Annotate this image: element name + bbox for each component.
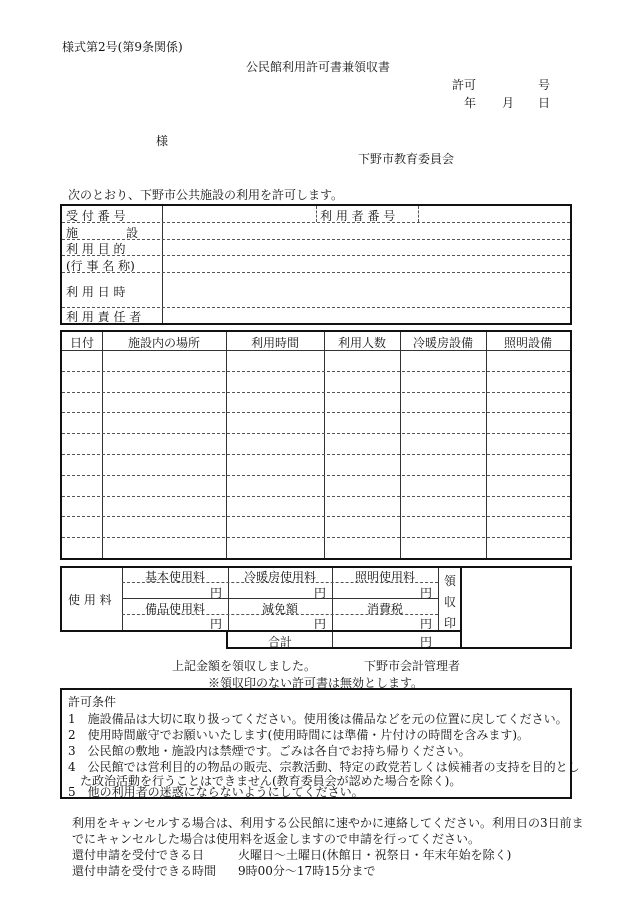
- equipment-fee-label: 備品使用料: [144, 602, 205, 616]
- condition-4-cont: た政治活動を行うことはできません(教育委員会が認めた場合を除く)。: [68, 774, 462, 788]
- col-lighting: 照明設備: [503, 336, 552, 350]
- condition-4: 4 公民館では営利目的の物品の販売、宗教活動、特定の政党若しくは候補者の支持を目的とし: [68, 760, 580, 774]
- intro-text: 次のとおり、下野市公共施設の利用を許可します。: [68, 188, 344, 202]
- total-row: [226, 630, 462, 649]
- yen-5: 円: [313, 617, 326, 631]
- yen-6: 円: [419, 617, 432, 631]
- refund-days-label: 還付申請を受付できる日: [72, 848, 205, 862]
- year-label: 年: [464, 96, 477, 110]
- schedule-row-divider: [62, 433, 570, 434]
- refund-time-label: 還付申請を受付できる時間: [72, 864, 217, 878]
- aircon-fee-label: 冷暖房使用料: [243, 570, 316, 584]
- schedule-row-divider: [62, 412, 570, 413]
- month-label: 月: [502, 96, 515, 110]
- schedule-row-divider: [62, 537, 570, 538]
- schedule-row-divider: [62, 392, 570, 393]
- fee-table: [60, 566, 462, 632]
- permit-label: 許可: [452, 78, 477, 92]
- condition-5: 5 他の利用者の迷惑にならないようにしてください。: [68, 785, 364, 799]
- col-people: 利用人数: [337, 336, 386, 350]
- reduction-label: 減免額: [261, 602, 298, 616]
- condition-2: 2 使用時間厳守でお願いいたします(使用時間には準備・片付けの時間を含みます)。: [68, 728, 530, 742]
- stamp-char-1: 領: [444, 574, 457, 588]
- reception-no-label: 受 付 番 号: [66, 209, 126, 223]
- yen-4: 円: [209, 617, 222, 631]
- schedule-table: [60, 330, 572, 560]
- col-aircon: 冷暖房設備: [412, 336, 473, 350]
- cancel-line-2: でにキャンセルした場合は使用料を返金しますので申請を行ってください。: [72, 832, 481, 846]
- schedule-row-divider: [62, 516, 570, 517]
- user-no-label: 利 用 者 番 号: [320, 209, 396, 223]
- yen-2: 円: [313, 586, 326, 600]
- refund-time-value: 9時00分～17時15分まで: [238, 864, 376, 878]
- yen-1: 円: [209, 586, 222, 600]
- lighting-fee-label: 照明使用料: [354, 570, 415, 584]
- purpose-label: 利 用 目 的: [66, 242, 126, 256]
- condition-1: 1 施設備品は大切に取り扱ってください。使用後は備品などを元の位置に戻してください。: [68, 712, 568, 726]
- number-label: 号: [538, 78, 551, 92]
- total-label: 合計: [267, 635, 292, 649]
- receipt-stamp-box: [460, 566, 572, 649]
- issuer: 下野市教育委員会: [358, 152, 455, 166]
- conditions-title: 許可条件: [68, 695, 117, 709]
- conditions-box: [60, 688, 580, 799]
- condition-3: 3 公民館の敷地・施設内は禁煙です。ごみは各自でお持ち帰りください。: [68, 744, 471, 758]
- schedule-row-divider: [62, 475, 570, 476]
- stamp-char-2: 収: [444, 595, 457, 609]
- tax-label: 消費税: [366, 602, 403, 616]
- total-yen: 円: [419, 635, 432, 649]
- stamp-char-3: 印: [444, 616, 457, 630]
- yen-3: 円: [419, 586, 432, 600]
- col-time: 利用時間: [250, 336, 299, 350]
- manager-label: 利 用 責 任 者: [66, 310, 142, 324]
- schedule-row-divider: [62, 454, 570, 455]
- page-title: 公民館利用許可書兼領収書: [246, 60, 391, 74]
- schedule-row-divider: [62, 371, 570, 372]
- invalid-note: ※領収印のない許可書は無効とします。: [208, 676, 424, 690]
- col-location: 施設内の場所: [127, 336, 200, 350]
- basic-fee-label: 基本使用料: [144, 570, 205, 584]
- event-name-label: (行 事 名 称): [66, 259, 135, 273]
- facility-label: 施 設: [66, 226, 139, 240]
- refund-days-value: 火曜日～土曜日(休館日・祝祭日・年末年始を除く): [238, 848, 512, 862]
- col-date: 日付: [69, 336, 94, 350]
- treasurer: 下野市会計管理者: [364, 659, 461, 673]
- info-table: [60, 204, 572, 325]
- day-label: 日: [538, 96, 551, 110]
- recipient-suffix: 様: [156, 134, 169, 148]
- use-date-label: 利 用 日 時: [66, 285, 126, 299]
- fee-label: 使 用 料: [68, 593, 112, 607]
- form-number: 様式第2号(第9条関係): [62, 40, 183, 54]
- received-text: 上記金額を領収しました。: [172, 659, 317, 673]
- schedule-row-divider: [62, 496, 570, 497]
- cancel-line-1: 利用をキャンセルする場合は、利用する公民館に速やかに連絡してください。利用日の3日前ま: [72, 816, 584, 830]
